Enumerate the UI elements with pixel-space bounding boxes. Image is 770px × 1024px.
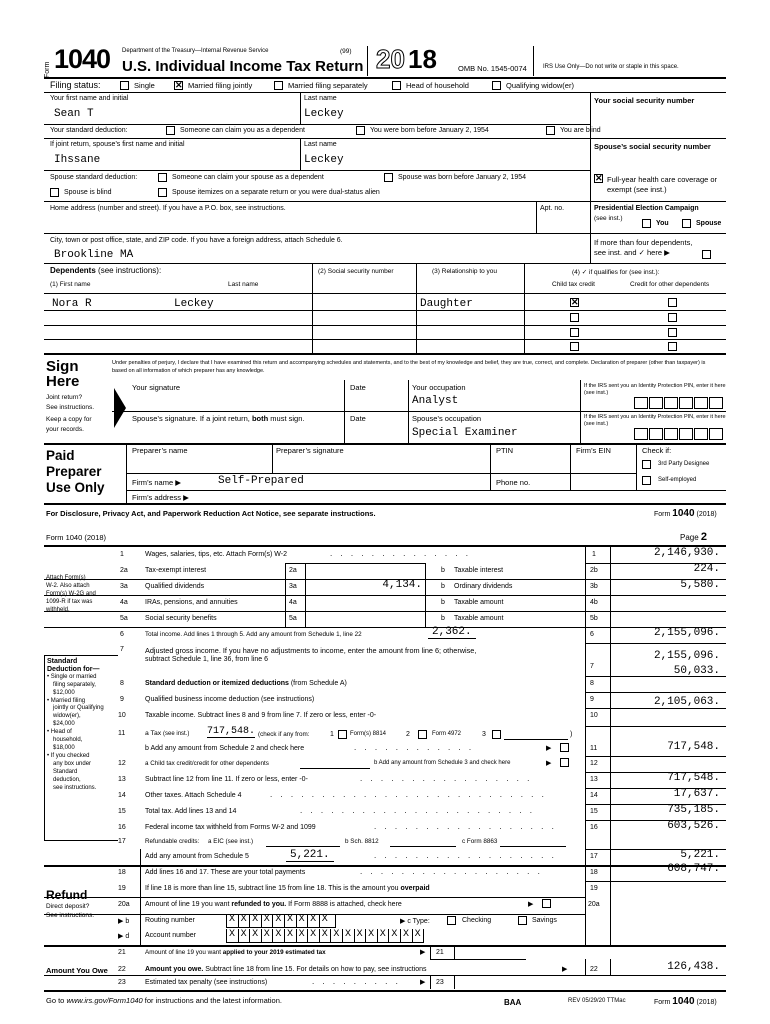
dep1-last[interactable]: Leckey <box>174 298 214 310</box>
l5a-num: 5a <box>120 615 128 622</box>
l11-o2n: 2 <box>406 731 410 738</box>
account-digit: X <box>365 929 376 943</box>
dep-qual-label: (4) ✓ if qualifies for (see inst.): <box>572 269 660 276</box>
l18-num: 18 <box>118 869 126 876</box>
l20b-text: Routing number <box>145 917 195 924</box>
dep1-other-credit-checkbox[interactable] <box>668 298 677 307</box>
dep-first-label: (1) First name <box>50 281 91 288</box>
account-digit: X <box>412 929 423 943</box>
l16-amount[interactable]: 603,526. <box>667 820 720 832</box>
l11-text-c: (check if any from: <box>258 731 310 738</box>
l13-num: 13 <box>118 776 126 783</box>
l12-num: 12 <box>118 760 126 767</box>
account-digit: X <box>388 929 399 943</box>
l20b-num: ▶ b <box>118 918 130 925</box>
l18-text: Add lines 16 and 17. These are your total payments <box>145 869 306 876</box>
l13-amount[interactable]: 717,548. <box>667 772 720 784</box>
l21-text: Amount of line 19 you want applied to your 2019 estimated tax <box>145 949 326 956</box>
l4a-text: IRAs, pensions, and annuities <box>145 599 238 606</box>
l21-num: 21 <box>118 949 126 956</box>
l11-sched2-checkbox[interactable] <box>560 743 569 752</box>
ptin-label: PTIN <box>496 446 514 455</box>
l18-amount[interactable]: 608,747. <box>667 863 720 875</box>
l20a-num: 20a <box>118 901 130 908</box>
firm-ein-label: Firm’s EIN <box>576 446 611 455</box>
l12-sched3-checkbox[interactable] <box>560 758 569 767</box>
l3a-amount[interactable]: 4,134. <box>382 579 422 591</box>
routing-digit: X <box>319 914 330 928</box>
dep-last-label: Last name <box>228 281 259 288</box>
pec-spouse-label: Spouse <box>696 220 722 227</box>
direct-deposit-1: Direct deposit? <box>46 903 90 910</box>
first-name-value[interactable]: Sean T <box>54 108 94 120</box>
spouse-occupation-value[interactable]: Special Examiner <box>412 427 518 439</box>
dep-other-label: Credit for other dependents <box>630 281 710 288</box>
l19-box: 19 <box>590 885 598 892</box>
l15-amount[interactable]: 735,185. <box>667 804 720 816</box>
last-name-label: Last name <box>304 95 337 102</box>
dependents-label: Dependents <box>50 266 96 275</box>
year-outline: 20 <box>376 44 405 74</box>
account-digit: X <box>261 929 272 943</box>
l2b-text: Taxable interest <box>454 567 504 574</box>
sign-note-2: See instructions. <box>46 404 95 411</box>
l6-text: Total income. Add lines 1 through 5. Add any amount from Schedule 1, line 22 <box>145 631 362 638</box>
dep-rel-label: (3) Relationship to you <box>432 268 498 275</box>
dep1-relationship[interactable]: Daughter <box>420 298 473 310</box>
fs-joint-label: Married filing jointly <box>188 81 253 90</box>
l5a-box: 5a <box>289 615 297 622</box>
pec-you-checkbox[interactable] <box>642 219 651 228</box>
l17-box: 17 <box>590 853 598 860</box>
l6-inline-amount[interactable]: 2,362. <box>428 626 476 639</box>
code-99: (99) <box>340 48 352 55</box>
l11-num: 11 <box>118 730 126 737</box>
l23-box: 23 <box>436 979 444 986</box>
footer2-form: Form 1040 (2018) <box>654 996 717 1007</box>
page2-page-label: Page 2 <box>680 531 708 543</box>
account-digit: X <box>400 929 411 943</box>
date-label-2: Date <box>350 414 366 423</box>
l8-box: 8 <box>590 680 594 687</box>
l11-text-d: b Add any amount from Schedule 2 and check here <box>145 745 305 752</box>
fs-hoh-checkbox[interactable] <box>392 81 401 90</box>
l9-box: 9 <box>590 696 594 703</box>
you-dependent-checkbox[interactable] <box>166 126 175 135</box>
spouse-dependent-checkbox[interactable] <box>158 173 167 182</box>
l14-text: Other taxes. Attach Schedule 4 <box>145 792 242 799</box>
spouse-born-label: Spouse was born before January 2, 1954 <box>398 174 527 181</box>
l16-box: 16 <box>590 824 598 831</box>
savings-checkbox[interactable] <box>518 916 527 925</box>
l10-num: 10 <box>118 712 126 719</box>
l16-text: Federal income tax withheld from Forms W-2 and 1099 <box>145 824 316 831</box>
dependents-suffix: (see instructions): <box>98 266 162 275</box>
checking-checkbox[interactable] <box>447 916 456 925</box>
more-dependents-checkbox[interactable] <box>702 250 711 259</box>
l14-amount[interactable]: 17,637. <box>673 788 720 800</box>
dep4-other-credit-checkbox[interactable] <box>668 342 677 351</box>
last-name-value[interactable]: Leckey <box>304 108 344 120</box>
l3a-text: Qualified dividends <box>145 583 205 590</box>
dep-ssn-label: (2) Social security number <box>318 268 394 275</box>
more-dependents-label: If more than four dependents, see inst. and ✓ here ▶ <box>594 238 693 257</box>
sign-note-3: Keep a copy for <box>46 416 92 423</box>
l1-amount[interactable]: 2,146,930. <box>653 547 720 559</box>
l12-text-a: a Child tax credit/credit for other dependents <box>145 760 269 767</box>
fs-widow-checkbox[interactable] <box>492 81 501 90</box>
l2b-box: 2b <box>590 567 598 574</box>
spouse-blind-checkbox[interactable] <box>50 188 59 197</box>
l20d-text: Account number <box>145 932 196 939</box>
l2a-text: Tax-exempt interest <box>145 567 207 574</box>
spouse-first-value[interactable]: Ihssane <box>54 154 101 166</box>
l4b-text: Taxable amount <box>454 599 504 606</box>
city-label: City, town or post office, state, and ZIP code. If you have a foreign address, attach Schedule 6. <box>50 237 343 244</box>
l23-text: Estimated tax penalty (see instructions) <box>145 979 268 986</box>
fs-separate-checkbox[interactable] <box>274 81 283 90</box>
firm-address-label: Firm’s address ▶ <box>132 493 189 502</box>
l12-box: 12 <box>590 760 598 767</box>
l20d-num: ▶ d <box>118 933 130 940</box>
l22-text: Amount you owe. Subtract line 18 from line 15. For details on how to pay, see instructions <box>145 966 427 973</box>
l17-text-a: Refundable credits: <box>145 838 200 845</box>
l11-form4972-checkbox[interactable] <box>418 730 427 739</box>
l1-text: Wages, salaries, tips, etc. Attach Form(s) W-2 <box>145 551 287 558</box>
l2a-box: 2a <box>289 567 297 574</box>
l6-box: 6 <box>590 631 594 638</box>
amount-owe-title: Amount You Owe <box>46 966 108 975</box>
ippin-label-1: If the IRS sent you an Identity Protection PIN, enter it here (see inst.) <box>584 383 726 396</box>
attach-note: Attach Form(s) W-2. Also attach Form(s) W-2G and 1099-R if tax was withheld. <box>46 575 96 613</box>
you-born-label: You were born before January 2, 1954 <box>370 127 489 134</box>
form-title: U.S. Individual Income Tax Return <box>122 58 364 75</box>
year-bold: 18 <box>408 44 437 74</box>
spouse-last-value[interactable]: Leckey <box>304 154 344 166</box>
firm-name-label: Firm’s name ▶ <box>132 478 181 487</box>
l11-text-a: a Tax (see inst.) <box>145 730 190 737</box>
l7-text-1: Adjusted gross income. If you have no adjustments to income, enter the amount from line 6; otherwise, <box>145 646 477 655</box>
l22-num: 22 <box>118 966 126 973</box>
account-digit: X <box>272 929 283 943</box>
fs-hoh-label: Head of household <box>406 81 469 90</box>
check-if-label: Check if: <box>642 446 672 455</box>
dep4-child-credit-checkbox[interactable] <box>570 342 579 351</box>
self-employed-checkbox[interactable] <box>642 476 651 485</box>
footer1-form: Form 1040 (2018) <box>654 508 717 519</box>
l14-box: 14 <box>590 792 598 799</box>
l2b-num: b <box>441 567 445 574</box>
spouse-itemizes-label: Spouse itemizes on a separate return or you were dual-status alien <box>172 189 380 196</box>
fs-joint-checkbox[interactable] <box>174 81 183 90</box>
l20a-box: 20a <box>588 901 600 908</box>
l22-box: 22 <box>590 966 598 973</box>
apt-label: Apt. no. <box>540 205 565 212</box>
savings-label: Savings <box>532 917 557 924</box>
account-digit: X <box>377 929 388 943</box>
sign-title-1: Sign <box>46 358 79 375</box>
perjury-statement: Under penalties of perjury, I declare that I have examined this return and accompanying schedules and statements, and to the best of my knowledge and belief, they are true, correct, and complete. Declaration of preparer (other than taxpayer) is based on all information of which preparer has any knowledge. <box>112 360 706 374</box>
spouse-born-checkbox[interactable] <box>384 173 393 182</box>
l20a-text: Amount of line 19 you want refunded to you. If Form 8888 is attached, check here <box>145 901 402 908</box>
dep2-other-credit-checkbox[interactable] <box>668 313 677 322</box>
l14-num: 14 <box>118 792 126 799</box>
disclosure-notice: For Disclosure, Privacy Act, and Paperwork Reduction Act Notice, see separate instructions. <box>46 509 376 518</box>
l11-amount[interactable]: 717,548. <box>667 741 720 753</box>
account-digit: X <box>307 929 318 943</box>
standard-deduction-box: Standard Deduction for— • Single or married filing separately, $12,000 • Married filing jointly or Qualifying widow(er), $24,000 • Head of household, $18,000 • If you checked any box under Standard deduction, see instructions. <box>44 655 118 841</box>
l17-text-e: Add any amount from Schedule 5 <box>145 853 249 860</box>
l11-other-checkbox[interactable] <box>492 730 501 739</box>
occupation-label: Your occupation <box>412 383 466 392</box>
pec-title: Presidential Election Campaign <box>594 205 699 212</box>
l7-amount[interactable]: 2,155,096. <box>653 650 720 662</box>
l8-num: 8 <box>120 680 124 687</box>
dep-child-label: Child tax credit <box>552 281 595 288</box>
you-dependent-label: Someone can claim you as a dependent <box>180 127 305 134</box>
ippin-label-2: If the IRS sent you an Identity Protection PIN, enter it here (see inst.) <box>584 414 726 427</box>
l3a-num: 3a <box>120 583 128 590</box>
l3b-text: Ordinary dividends <box>454 583 513 590</box>
l2a-num: 2a <box>120 567 128 574</box>
l18-box: 18 <box>590 869 598 876</box>
account-digit: X <box>296 929 307 943</box>
l17-amount[interactable]: 5,221. <box>680 849 720 861</box>
l7-box: 7 <box>590 663 594 670</box>
routing-digit: X <box>296 914 307 928</box>
l7-num: 7 <box>120 646 124 653</box>
l2b-amount[interactable]: 224. <box>693 563 720 575</box>
ssn-label: Your social security number <box>594 96 695 105</box>
spouse-occupation-label: Spouse’s occupation <box>412 414 482 423</box>
l17-text-d: c Form 8863 <box>462 838 498 845</box>
self-employed-label: Self-employed <box>658 477 697 483</box>
account-digit: X <box>249 929 260 943</box>
l5a-text: Social security benefits <box>145 615 217 622</box>
l4a-num: 4a <box>120 599 128 606</box>
spouse-std-label: Spouse standard deduction: <box>50 174 138 181</box>
home-address-label: Home address (number and street). If you have a P.O. box, see instructions. <box>50 205 286 212</box>
spouse-dependent-label: Someone can claim your spouse as a dependent <box>172 174 324 181</box>
l9-text: Qualified business income deduction (see instructions) <box>145 696 315 703</box>
preparer-title-1: Paid <box>46 448 75 463</box>
l6-amount[interactable]: 2,155,096. <box>653 627 720 639</box>
sign-note-1: Joint return? <box>46 394 83 401</box>
firm-name-value[interactable]: Self-Prepared <box>218 475 304 487</box>
l12-text-b: b Add any amount from Schedule 3 and check here <box>374 760 511 766</box>
page2-form-label: Form 1040 (2018) <box>46 533 107 542</box>
you-born-checkbox[interactable] <box>356 126 365 135</box>
health-coverage-checkbox[interactable] <box>594 174 603 183</box>
l1-num: 1 <box>120 551 124 558</box>
account-digit: X <box>319 929 330 943</box>
rev-label: REV 05/29/20 TTMac <box>568 998 626 1004</box>
l4b-num: b <box>441 599 445 606</box>
l4b-box: 4b <box>590 599 598 606</box>
spouse-blind-label: Spouse is blind <box>64 189 112 196</box>
routing-digit: X <box>284 914 295 928</box>
date-label-1: Date <box>350 383 366 392</box>
preparer-title-2: Preparer <box>46 464 102 479</box>
fs-separate-label: Married filing separately <box>288 81 368 90</box>
form-number: 1040 <box>54 44 111 74</box>
account-digit: X <box>330 929 341 943</box>
department-label: Department of the Treasury—Internal Revenue Service <box>122 48 269 54</box>
l11-inline-amount[interactable]: 717,548. <box>207 726 256 737</box>
l11-o3n: 3 <box>482 731 486 738</box>
you-blind-label: You are blind <box>560 127 601 134</box>
fs-single-checkbox[interactable] <box>120 81 129 90</box>
first-name-label: Your first name and initial <box>50 95 129 102</box>
l11-o1n: 1 <box>330 731 334 738</box>
l10-text: Taxable income. Subtract lines 8 and 9 from line 7. If zero or less, enter -0- <box>145 712 377 719</box>
dep2-child-credit-checkbox[interactable] <box>570 313 579 322</box>
your-signature-label: Your signature <box>132 383 181 392</box>
spouse-last-label: Last name <box>304 141 337 148</box>
l22-amount[interactable]: 126,438. <box>667 961 720 973</box>
l6-num: 6 <box>120 631 124 638</box>
health-coverage-label: Full-year health care coverage or exempt (see inst.) <box>607 175 718 194</box>
third-party-checkbox[interactable] <box>642 460 651 469</box>
account-digit: X <box>342 929 353 943</box>
l23-num: 23 <box>118 979 126 986</box>
l19-num: 19 <box>118 885 126 892</box>
sign-title-2: Here <box>46 373 80 390</box>
l4a-box: 4a <box>289 599 297 606</box>
l11-o2: Form 4972 <box>432 731 462 737</box>
form-word: Form <box>44 61 51 78</box>
account-number-field[interactable] <box>226 929 424 943</box>
sign-note-4: your records. <box>46 426 84 433</box>
l8-text2: (from Schedule A) <box>288 680 347 687</box>
l15-box: 15 <box>590 808 598 815</box>
l10-box: 10 <box>590 712 598 719</box>
l1-box: 1 <box>592 551 596 558</box>
l13-box: 13 <box>590 776 598 783</box>
l17-num: 17 <box>118 838 126 845</box>
l20c-type: ▶ c Type: <box>400 918 430 925</box>
l17-inline-amount[interactable]: 5,221. <box>286 849 334 862</box>
routing-number-field[interactable] <box>226 914 336 928</box>
l7-text-2: subtract Schedule 1, line 36, from line 6 <box>145 656 268 663</box>
fs-single-label: Single <box>134 81 155 90</box>
l19-text: If line 18 is more than line 15, subtract line 15 from line 18. This is the amount you overpaid <box>145 885 430 892</box>
routing-digit: X <box>261 914 272 928</box>
l15-num: 15 <box>118 808 126 815</box>
spouse-first-label: If joint return, spouse’s first name and initial <box>50 141 185 148</box>
std-deduction-label: Your standard deduction: <box>50 127 128 134</box>
dep1-child-credit-checkbox[interactable] <box>570 298 579 307</box>
l8-amount[interactable]: 50,033. <box>673 665 720 677</box>
routing-digit: X <box>272 914 283 928</box>
refund-title: Refund <box>46 888 88 902</box>
dep3-other-credit-checkbox[interactable] <box>668 328 677 337</box>
l16-num: 16 <box>118 824 126 831</box>
l3b-box: 3b <box>590 583 598 590</box>
l3b-amount[interactable]: 5,580. <box>680 579 720 591</box>
l13-text: Subtract line 12 from line 11. If zero or less, enter -0- <box>145 776 308 783</box>
preparer-title-3: Use Only <box>46 480 105 495</box>
routing-digit: X <box>249 914 260 928</box>
l8-text: Standard deduction or itemized deductions <box>145 680 289 687</box>
routing-digit: X <box>238 914 249 928</box>
phone-label: Phone no. <box>496 478 531 487</box>
city-value[interactable]: Brookline MA <box>54 249 134 261</box>
l5b-text: Taxable amount <box>454 615 504 622</box>
l5b-box: 5b <box>590 615 598 622</box>
l5b-num: b <box>441 615 445 622</box>
account-digit: X <box>226 929 237 943</box>
pec-spouse-checkbox[interactable] <box>682 219 691 228</box>
l11-o1: Form(s) 8814 <box>350 731 387 737</box>
ippin-boxes-2[interactable] <box>634 428 726 441</box>
direct-deposit-2: See instructions. <box>46 912 95 919</box>
irs-use-only: IRS Use Only—Do not write or staple in this space. <box>543 64 679 70</box>
omb-number: OMB No. 1545-0074 <box>458 64 527 73</box>
ippin-boxes-1[interactable] <box>634 397 726 410</box>
spouse-ssn-label: Spouse’s social security number <box>594 142 711 151</box>
l9-num: 9 <box>120 696 124 703</box>
footer-instructions: Go to www.irs.gov/Form1040 for instructions and the latest information. <box>46 996 282 1005</box>
spouse-signature-label: Spouse’s signature. If a joint return, both must sign. <box>132 414 305 423</box>
fs-widow-label: Qualifying widow(er) <box>506 81 574 90</box>
spouse-itemizes-checkbox[interactable] <box>158 188 167 197</box>
checking-label: Checking <box>462 917 492 924</box>
account-digit: X <box>354 929 365 943</box>
pec-you-label: You <box>656 220 669 227</box>
dep1-first[interactable]: Nora R <box>52 298 92 310</box>
l11-box: 11 <box>590 745 598 752</box>
account-digit: X <box>238 929 249 943</box>
l3b-num: b <box>441 583 445 590</box>
dep3-child-credit-checkbox[interactable] <box>570 328 579 337</box>
occupation-value[interactable]: Analyst <box>412 395 459 407</box>
l3a-box: 3a <box>289 583 297 590</box>
l17-text-b: a EIC (see inst.) <box>208 838 254 845</box>
pec-sub: (see inst.) <box>594 215 623 222</box>
routing-digit: X <box>226 914 237 928</box>
filing-status-label: Filing status: <box>50 80 101 90</box>
you-blind-checkbox[interactable] <box>546 126 555 135</box>
baa-label: BAA <box>504 998 522 1007</box>
l10-amount[interactable]: 2,105,063. <box>653 696 720 708</box>
preparer-name-label: Preparer’s name <box>132 446 188 455</box>
l15-text: Total tax. Add lines 13 and 14 <box>145 808 237 815</box>
l21-box: 21 <box>436 949 444 956</box>
third-party-label: 3rd Party Designee <box>658 461 710 467</box>
preparer-signature-label: Preparer’s signature <box>276 446 344 455</box>
l17-text-c: b Sch. 8812 <box>345 838 379 845</box>
form8888-checkbox[interactable] <box>542 899 551 908</box>
routing-digit: X <box>307 914 318 928</box>
account-digit: X <box>284 929 295 943</box>
sign-arrow <box>114 388 126 428</box>
l11-form8814-checkbox[interactable] <box>338 730 347 739</box>
